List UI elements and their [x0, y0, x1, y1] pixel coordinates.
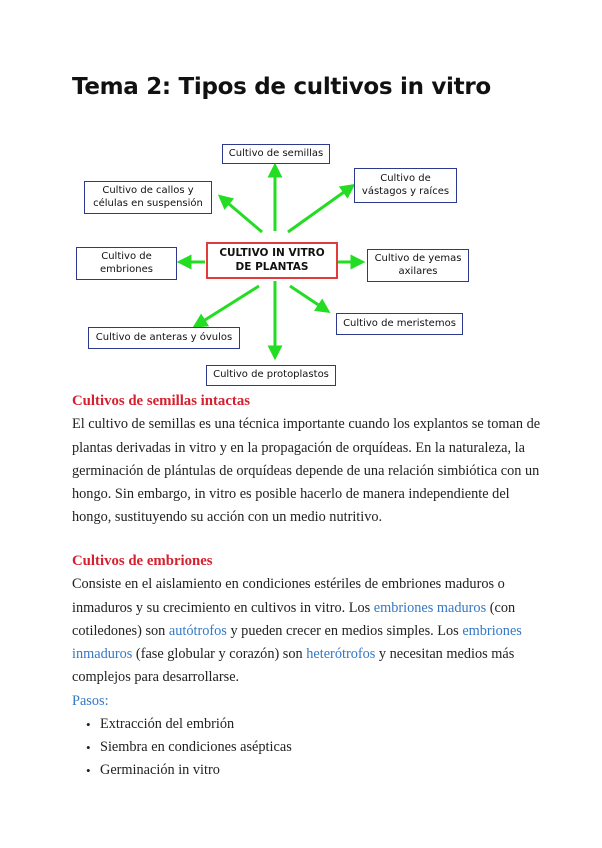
- paragraph-text: Consiste en el aislamiento en condiciones estériles de embriones maduros o inmaduros y su crecimiento en cultivos in vitro. Los: [72, 576, 505, 616]
- paragraph-text: y pueden crecer en medios simples. Los: [226, 622, 463, 639]
- step-text: Extracción del embrión: [100, 716, 235, 733]
- culture-types-diagram: [0, 0, 602, 400]
- steps-label: Pasos:: [72, 692, 109, 709]
- paragraph-text: y necesitan medios más complejos para desarrollarse.: [72, 646, 515, 686]
- arrow-to-callos: [222, 198, 262, 232]
- node-protoplastos: Cultivo de protoplastos: [206, 365, 336, 386]
- heading-semillas: Cultivos de semillas intactas: [72, 393, 250, 409]
- node-vastagos: Cultivo de vástagos y raíces: [354, 168, 457, 203]
- bullet-icon: •: [86, 717, 91, 733]
- node-embriones: Cultivo de embriones: [76, 247, 177, 280]
- link-embriones-maduros[interactable]: embriones maduros: [373, 599, 487, 616]
- link-heterotrofos[interactable]: heterótrofos: [306, 646, 376, 663]
- link-autotrofos[interactable]: autótrofos: [168, 622, 227, 639]
- paragraph-text: (con cotiledones) son: [72, 599, 516, 639]
- node-meristemos: Cultivo de meristemos: [336, 313, 463, 335]
- bullet-icon: •: [86, 763, 91, 779]
- node-anteras: Cultivo de anteras y óvulos: [88, 327, 240, 349]
- paragraph-semillas: El cultivo de semillas es una técnica importante cuando los explantos se toman de plantas derivadas in vitro y en la propagación de orquídeas. En la naturaleza, la germinación de plántulas de orquídeas depende de una relación simbiótica con un hongo. Sin embargo, in vitro es posible hacerlo de manera independiente del hongo, sustituyendo su acción con un medio nutritivo.: [72, 416, 541, 526]
- page-title: Tema 2: Tipos de cultivos in vitro: [72, 74, 491, 100]
- step-text: Siembra en condiciones asépticas: [100, 739, 292, 756]
- node-semillas: Cultivo de semillas: [222, 144, 330, 164]
- node-yemas: Cultivo de yemas axilares: [367, 249, 469, 282]
- section-embriones: [72, 550, 542, 782]
- link-embriones-inmaduros[interactable]: embriones inmaduros: [72, 622, 522, 663]
- paragraph-embriones: [72, 573, 542, 689]
- paragraph-text: (fase globular y corazón) son: [132, 646, 307, 663]
- arrow-to-vastagos: [288, 187, 351, 232]
- steps-list: [72, 713, 542, 782]
- list-item: [72, 713, 542, 736]
- section-semillas: [72, 390, 542, 530]
- heading-embriones: Cultivos de embriones: [72, 553, 213, 569]
- arrow-to-meristemos: [290, 286, 326, 310]
- node-callos: Cultivo de callos y células en suspensión: [84, 181, 212, 214]
- arrow-to-anteras: [197, 286, 259, 325]
- list-item: [72, 759, 542, 782]
- step-text: Germinación in vitro: [100, 762, 220, 779]
- bullet-icon: •: [86, 740, 91, 756]
- list-item: [72, 736, 542, 759]
- node-center: CULTIVO IN VITRO DE PLANTAS: [206, 242, 338, 279]
